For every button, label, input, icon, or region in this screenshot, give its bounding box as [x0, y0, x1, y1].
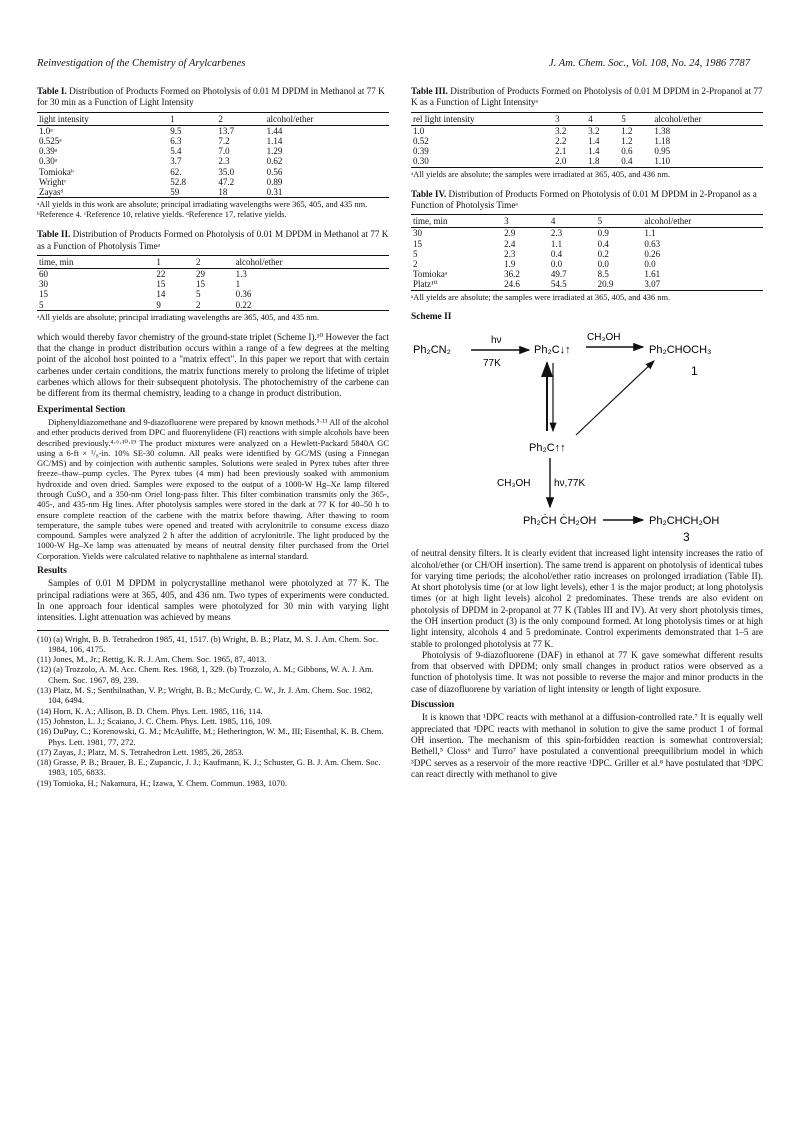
table-cell: 0.525ᵃ [39, 136, 62, 146]
reference-item: (16) DuPuy, C.; Korenowski, G. M.; McAuliffe, M.; Hetherington, W. M., III; Eisenthal, K. B. Chem. Phys. Lett. 1981, 77, 272. [37, 726, 384, 747]
table-cell: 0.63 [644, 238, 661, 249]
column-header: alcohol/ether [652, 112, 763, 125]
scheme-label-1: 1 [691, 363, 698, 378]
table-cell: 1.18 [654, 136, 671, 146]
table-cell: 1.14 [266, 136, 283, 146]
table3 [411, 112, 763, 168]
table-cell: 35.0 [218, 166, 235, 177]
column-header: 3 [553, 112, 586, 125]
table-cell: 0.0 [550, 259, 563, 270]
header-title: Reinvestigation of the Chemistry of Arylcarbenes [37, 58, 246, 69]
reference-item: (13) Platz, M. S.; Senthilnathan, V. P.; Wright, B. B.; McCurdy, C. W., Jr. J. Am. Chem. Soc. 1982, 104, 6494. [37, 685, 373, 706]
table-cell: 0.6 [621, 146, 633, 157]
column-header: alcohol/ether [642, 215, 763, 228]
table-cell: 60 [39, 269, 48, 280]
scheme-diagram [411, 323, 763, 545]
table-cell: 2.3 [504, 248, 516, 259]
table4-note: ᵃAll yields are absolute; the samples were irradiated at 365, 405, and 436 nm. [411, 292, 671, 302]
table-row [411, 156, 763, 167]
table-cell: 13.7 [218, 125, 235, 136]
table-row [411, 228, 763, 239]
column-header: 2 [216, 112, 264, 125]
table-cell: 2.4 [504, 238, 516, 249]
table-row [411, 279, 763, 290]
table-cell: 1.4 [588, 146, 600, 157]
scheme-ch3oh-mid: CH₃OH [497, 477, 531, 489]
reference-item: (15) Johnston, L. J.; Scaiano, J. C. Chem. Phys. Lett. 1985, 116, 109. [37, 715, 272, 726]
table-cell: 6.3 [170, 136, 182, 146]
table-cell: 0.52 [413, 136, 429, 146]
scheme-arrow-diagonal [576, 361, 654, 435]
reference-item: (14) Horn, K. A.; Allison, B. D. Chem. Phys. Lett. 1985, 116, 114. [37, 705, 263, 716]
scheme-hv-77k: hν,77K [554, 477, 586, 489]
references [37, 630, 389, 788]
scheme-label-3: 3 [683, 529, 690, 544]
table-row [411, 136, 763, 146]
table-cell: 52.8 [170, 176, 186, 187]
table-cell: 15 [156, 279, 166, 290]
table-cell: 15 [413, 238, 422, 249]
table-cell: 1.2 [621, 125, 633, 136]
table-cell: 0.95 [654, 146, 671, 157]
table-cell: 30 [39, 279, 48, 290]
table-cell: 1.0ᵃ [39, 125, 53, 136]
table-cell: 18 [216, 187, 264, 198]
table-cell: 62. [170, 166, 182, 177]
running-header [37, 58, 750, 74]
table-cell: 2.9 [504, 228, 516, 239]
table-cell: 8.5 [597, 269, 609, 280]
table2-caption: Table II. Distribution of Products Formed on Photolysis of 0.01 M DPDM in Methanol at 77 K as a Function of Photolysis Timeᵃ [37, 229, 389, 251]
table-cell: 0.4 [619, 156, 652, 167]
table-cell: 0.56 [266, 166, 283, 177]
table-cell: 54.5 [549, 279, 596, 290]
table1 [37, 112, 389, 199]
table-cell: 5 [413, 248, 418, 259]
table-cell: 1.61 [644, 269, 661, 280]
column-header: 3 [502, 215, 549, 228]
table-cell: 0.89 [266, 176, 283, 187]
table1-caption: Table I. Distribution of Products Formed on Photolysis of 0.01 M DPDM in Methanol at 77 K for 30 min as a Function of Light Intensity [37, 86, 385, 108]
table-cell: 3.07 [642, 279, 763, 290]
table-cell: 1.9 [504, 259, 516, 270]
table-cell: 20.9 [596, 279, 643, 290]
column-header: 1 [168, 112, 216, 125]
table-cell: Wrightᶜ [39, 176, 67, 187]
reference-item: (12) (a) Trozzolo, A. M. Acc. Chem. Res. 1968, 1, 329. (b) Trozzolo, A. M.; Gibbons, W. A. J. Am. Chem. Soc. 1967, 89, 239. [37, 664, 374, 685]
table-cell: 30 [413, 228, 422, 239]
table-cell: 0.26 [644, 248, 661, 259]
table4-caption: Table IV. Distribution of Products Formed on Photolysis of 0.01 M DPDM in 2-Propanol as a Function of Photolysis Timeᵃ [411, 188, 757, 210]
table-row [37, 125, 389, 136]
table-cell: 1.1 [644, 228, 656, 239]
table-cell: 24.6 [502, 279, 549, 290]
header-citation: J. Am. Chem. Soc., Vol. 108, No. 24, 1986 7787 [548, 58, 750, 69]
table-cell: 9.5 [170, 125, 182, 136]
table-cell: 2.2 [555, 136, 567, 146]
table-row [37, 279, 389, 289]
table-cell: 3.7 [170, 156, 182, 167]
table-cell: 15 [195, 279, 205, 290]
table-cell: 0.22 [234, 300, 389, 311]
table-cell: 2 [194, 300, 234, 311]
table-cell: 5 [195, 289, 201, 300]
scheme-radical-pair: Ph₂ĊH ĊH₂OH [523, 514, 597, 527]
table-cell: 0.0 [644, 259, 656, 270]
table-cell: 0.30ᵃ [39, 156, 58, 167]
scheme-title: Scheme II [411, 311, 452, 322]
column-header: time, min [411, 215, 502, 228]
table-row [411, 259, 763, 269]
table-cell: 0.2 [597, 248, 609, 259]
table-cell: 1 [235, 279, 241, 290]
table-cell: 36.2 [504, 269, 520, 280]
table-cell: 0.30 [411, 156, 553, 167]
table3-caption: Table III. Distribution of Products Formed on Photolysis of 0.01 M DPDM in 2-Propanol at 77 K as a Function of Light Intensityᵃ [411, 86, 763, 108]
discussion-heading: Discussion [411, 699, 455, 711]
table4 [411, 214, 763, 290]
table-row [37, 146, 389, 156]
table-cell: 14 [156, 289, 166, 300]
table-cell: 2.0 [553, 156, 586, 167]
table-cell: 1.3 [235, 269, 247, 280]
table-cell: 3.2 [555, 125, 567, 136]
table-cell: 59 [168, 187, 216, 198]
table-row [37, 300, 389, 311]
results-continued: of neutral density filters. It is clearly evident that increased light intensity increases the ratio of alcohol/ether (or CH/OH insertion). The same trend is apparent on photolysis of identical tubes for varying time periods; the alcohol/ether ratio increases on prolonged irradiation (Table II). At short photolysis time (or at low light levels), ether 1 is the major product; at long photolysis times (or at high light levels) alcohol 2 predominates. These trends are also evident on photolysis of DPDM in 2-propanol at 77 K (Tables III and IV). At very short photolysis times, the OH insertion product (3) is the only compound formed. At long photolysis times or at high light intensity, alcohols 4 and 5 predominate. Control experiments demonstrated that 1–5 are stable to prolonged photolysis at 77 K. [411, 548, 763, 649]
table-cell: 15 [39, 289, 48, 300]
scheme-ph2chch2oh: Ph₂CHCH₂OH [649, 514, 720, 527]
table-row [37, 177, 389, 187]
table-cell: 0.4 [550, 248, 563, 259]
table-row [411, 125, 763, 136]
table-row [411, 249, 763, 259]
table-row [37, 289, 389, 299]
table-cell: Tomiokaᵇ [39, 166, 74, 177]
table-cell: 0.39 [413, 146, 429, 157]
table-cell: 2.3 [550, 228, 563, 239]
experimental-text: Diphenyldiazomethane and 9-diazofluorene were prepared by known methods.⁵·¹¹ All of the alcohol and ether products derived from DPC and fluorenylidene (Fl) reactions with simple alcohols have been described previously.⁴·⁶·¹⁰·¹⁹ The product mixtures were analyzed on a Hewlett-Packard 5840A GC using a 6-ft × ¹/₈-in. 10% SE-30 column. All peaks were identified by GC/MS (using a Finnegan GC/MS) and by coinjection with authentic samples. Solutions were sealed in Pyrex tubes after three freeze–thaw–pump cycles. The Pyrex tubes (4 mm) had been previously soaked with ammonium hydroxide and oven dried. Samples were exposed to the output of a 1000-W Hg–Xe lamp filtered through CuSO₄ and a 350-nm Oriel long-pass filter. This filter combination transmits only the 365-, 405-, and 435-nm Hg lines. After photolysis samples were stored in the dark at 77 K for 40–50 h to ensure complete reaction of the carbene with the matrix before thawing. After thawing to room temperature, the sample tubes were opened and treated with acrylonitrile to consume excess diazo compound. Samples were analyzed 2 h after the addition of acrylonitrile. The light produced by the 1000-W Hg–Xe lamp was attenuated by means of neutral density filter purchased from the Oriel Corporation. Yields were calculated relative to naphthalene as internal standard. [37, 416, 389, 561]
table-cell: 2.1 [555, 146, 567, 157]
table-cell: 1.29 [266, 146, 283, 157]
column-header: 1 [154, 255, 194, 268]
table-row [37, 187, 389, 198]
table-row [37, 167, 389, 177]
table-cell: 2 [413, 259, 418, 270]
table-cell: 7.0 [218, 146, 230, 157]
table-cell: 1.10 [652, 156, 763, 167]
discussion-text: It is known that ¹DPC reacts with methanol at a diffusion-controlled rate.⁷ It is equally well appreciated that ³DPC reacts with methanol in solution to give the same product 1 of formal OH insertion. The mechanism of this spin-forbidden reaction is somewhat controversial; Bethell,⁵ Closs⁶ and Turro⁷ have postulated a conventional preequilibrium model in which ³DPC serves as a reservoir of the more reactive ¹DPC. Griller et al.⁸ have postulated that ³DPC can react directly with methanol to give [411, 712, 763, 779]
table-row [411, 239, 763, 249]
table-cell: 0.31 [265, 187, 389, 198]
table-cell: 9 [154, 300, 194, 311]
table3-note: ᵃAll yields are absolute; the samples were irradiated at 365, 405, and 436 nm. [411, 169, 671, 179]
table-cell: 0.0 [597, 259, 609, 270]
scheme-77k: 77K [483, 357, 501, 369]
table-cell: 1.44 [266, 125, 283, 136]
table-cell: 1.0 [413, 125, 425, 136]
scheme-ph2c-singlet: Ph₂C↓↑ [534, 343, 571, 356]
table2-note: ᵃAll yields are absolute; principal irradiating wavelengths are 365, 405, and 435 nm. [37, 312, 320, 322]
table-cell: 0.4 [597, 238, 609, 249]
column-header: 4 [549, 215, 596, 228]
table-cell: 0.39ᵃ [39, 146, 58, 157]
experimental-heading: Experimental Section [37, 403, 126, 415]
table-row [37, 136, 389, 146]
left-column [37, 86, 389, 788]
table-cell: 7.2 [218, 136, 230, 146]
table-cell: 0.62 [266, 156, 283, 167]
column-header: alcohol/ether [265, 112, 389, 125]
results-heading: Results [37, 565, 67, 577]
reference-item: (10) (a) Wright, B. B. Tetrahedron 1985, 41, 1517. (b) Wright, B. B.; Platz, M. S. J. Am. Chem. Soc. 1984, 106, 4175. [37, 633, 379, 654]
table-cell: 2.3 [218, 156, 230, 167]
reference-item: (11) Jones, M., Jr.; Rettig, K. R. J. Am. Chem. Soc. 1965, 87, 4013. [37, 654, 267, 665]
table-row [37, 269, 389, 280]
reference-item: (17) Zayas, J.; Platz, M. S. Tetrahedron Lett. 1985, 26, 2853. [37, 746, 244, 757]
table-cell: Platz¹⁰ [411, 279, 502, 290]
reference-item: (18) Grasse, P. B.; Brauer, B. E.; Zupancic, J. J.; Kaufmann, K. J.; Schuster, G. B. J. Am. Chem. Soc. 1983, 105, 6833. [37, 757, 381, 778]
table2 [37, 255, 389, 311]
scheme-ph2chooch3: Ph₂CHOCH₃ [649, 343, 712, 356]
table-cell: 1.1 [550, 238, 563, 249]
reference-item: (19) Tomioka, H.; Nakamura, H.; Izawa, Y. Chem. Commun. 1983, 1070. [37, 777, 287, 788]
table-cell: 5 [37, 300, 154, 311]
table-cell: 1.2 [621, 136, 633, 146]
table-cell: 47.2 [218, 176, 235, 187]
table1-note: ᵃAll yields in this work are absolute; principal irradiating wavelengths were 365, 405, and 435 nm. ᵇReference 4. ᶜReference 10, relative yields. ᵈReference 17, relative yields. [37, 200, 368, 220]
column-header: rel light intensity [411, 112, 553, 125]
results-text: Samples of 0.01 M DPDM in polycrystalline methanol were photolyzed at 77 K. The principal radiations were at 365, 405, and 436 nm. Two types of experiments were conducted. In one approach four identical samples were photolyzed for 30 min with varying light intensities. Light attenuation was achieved by means [37, 578, 389, 623]
table-cell: 1.38 [654, 125, 671, 136]
scheme-ch3oh-top: CH₃OH [587, 331, 621, 343]
column-header: 5 [596, 215, 643, 228]
column-header: 5 [619, 112, 652, 125]
scheme-hv: hν [491, 334, 502, 346]
column-header: alcohol/ether [234, 255, 389, 268]
table-cell: 1.4 [588, 136, 600, 146]
column-header: time, min [37, 255, 154, 268]
table-cell: 0.9 [597, 228, 609, 239]
column-header: 4 [586, 112, 619, 125]
right-column [411, 86, 763, 780]
intro-paragraph: which would thereby favor chemistry of the ground-state triplet (Scheme I).¹⁰ However the fact that the change in product distribution occurs within a range of a few degrees at the melting point of the alcohol host pointed to a "matrix effect". In this paper we report that with certain carbenes under certain conditions, the matrix functions merely to prolong the lifetime of triplet carbenes which allows for their subsequent photolysis. The photochemistry of the carbene can be different from its thermal chemistry, leading to a change in product distribution. [37, 331, 389, 399]
table-cell: 29 [195, 269, 205, 280]
table-cell: Zayasᵈ [37, 187, 168, 198]
table-cell: 1.8 [586, 156, 619, 167]
table-cell: 0.36 [235, 289, 252, 300]
table-row [411, 269, 763, 279]
table-cell: Tomiokaᵃ [413, 269, 448, 280]
scheme-ph2cn2: Ph₂CN₂ [413, 343, 451, 356]
table-row [37, 156, 389, 166]
table-cell: 22 [156, 269, 166, 280]
table-cell: 49.7 [550, 269, 567, 280]
daf-paragraph: Photolysis of 9-diazofluorene (DAF) in ethanol at 77 K gave somewhat different results from that observed with DPDM; only small changes in product ratios were observed as a function of photolysis time. It was not possible to reverse the major and minor products in the case of diazofluorene by variation of light intensity or length of light exposure. [411, 649, 763, 694]
column-header: light intensity [37, 112, 168, 125]
table-cell: 3.2 [588, 125, 600, 136]
column-header: 2 [194, 255, 234, 268]
table-row [411, 146, 763, 156]
scheme-ph2c-triplet: Ph₂C↑↑ [529, 441, 566, 454]
table-cell: 5.4 [170, 146, 182, 157]
